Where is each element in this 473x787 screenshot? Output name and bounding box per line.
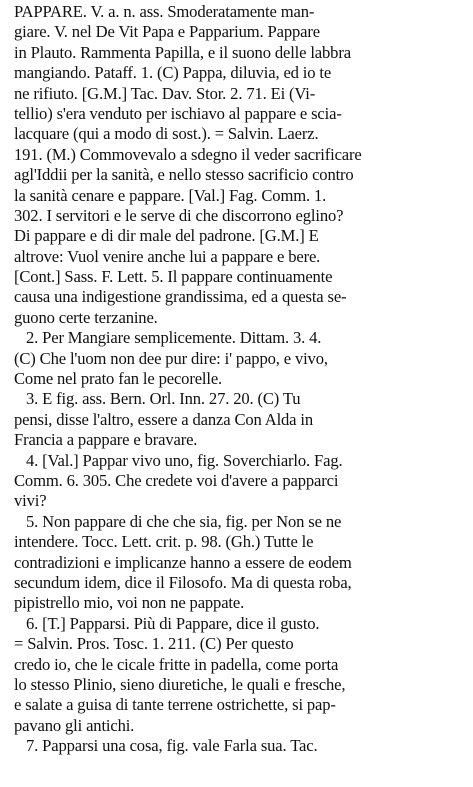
entry-line-1: PAPPARE. V. a. n. ass. Smoderatamente man- [14, 2, 315, 21]
sense-5-line-4: secundum idem, dice il Filosofo. Ma di questa roba, [14, 572, 352, 592]
sense-5-line-3: contradizioni e implicanze hanno a essere de eodem [14, 552, 352, 572]
sense-6-line-1: 6. [T.] Papparsi. Più di Pappare, dice il gusto. [26, 613, 320, 633]
entry-line-15: causa una indigestione grandissima, ed a questa se- [14, 287, 347, 307]
sense-3-line-1: 3. E fig. ass. Bern. Orl. Inn. 27. 20. (C) Tu [26, 389, 301, 409]
sense-6-line-4: lo stesso Plinio, sieno diuretiche, le quali e fresche, [14, 674, 346, 694]
entry-line-6: tellio) s'era venduto per ischiavo al pappare e scia- [14, 103, 342, 123]
sense-6-line-2: = Salvin. Pros. Tosc. 1. 211. (C) Per questo [14, 634, 294, 654]
sense-4-line-2: Comm. 6. 305. Che credete voi d'avere a papparci [14, 470, 339, 490]
entry-line-9: agl'Iddii per la sanità, e nello stesso sacrificio contro [14, 165, 354, 185]
entry-line-8: 191. (M.) Commovevalo a sdegno il veder sacrificare [14, 144, 362, 164]
entry-line-14: [Cont.] Sass. F. Lett. 5. Il pappare continuamente [14, 267, 333, 287]
sense-3-line-2: pensi, disse l'altro, essere a danza Con Alda in [14, 409, 314, 429]
sense-6-line-6: pavano gli antichi. [14, 715, 135, 735]
entry-line-16: guono certe terzanine. [14, 307, 158, 327]
sense-2-line-1: 2. Per Mangiare semplicemente. Dittam. 3. 4. [26, 328, 322, 348]
sense-4-line-1: 4. [Val.] Pappar vivo uno, fig. Soverchiarlo. Fag. [26, 450, 343, 470]
sense-5-line-5: pipistrello mio, voi non ne pappate. [14, 593, 245, 613]
sense-6-line-5: e salate a guisa di tante terrene ostrichette, si pap- [14, 695, 336, 715]
entry-line-7: lacquare (qui a modo di sost.). = Salvin. Laerz. [14, 124, 319, 144]
entry-line-5: ne rifiuto. [G.M.] Tac. Dav. Stor. 2. 71. Ei (Vi- [14, 83, 316, 103]
entry-line-2: giare. V. nel De Vit Papa e Papparium. Pappare [14, 22, 320, 42]
sense-6-line-3: credo io, che le cicale fritte in padella, come porta [14, 654, 339, 674]
sense-2-line-3: Come nel prato fan le pecorelle. [14, 369, 223, 389]
sense-3-line-3: Francia a pappare e bravare. [14, 430, 198, 450]
entry-line-12: Di pappare e di dir male del padrone. [G.M.] E [14, 226, 319, 246]
entry-line-3: in Plauto. Rammenta Papilla, e il suono delle labbra [14, 42, 351, 62]
sense-4-line-3: vivi? [14, 491, 47, 511]
sense-5-line-1: 5. Non pappare di che che sia, fig. per Non se ne [26, 511, 342, 531]
entry-line-10: la sanità cenare e pappare. [Val.] Fag. Comm. 1. [14, 185, 327, 205]
entry-line-13: altrove: Vuol venire anche lui a pappare e bere. [14, 246, 321, 266]
sense-5-line-2: intendere. Tocc. Lett. crit. p. 98. (Gh.) Tutte le [14, 532, 314, 552]
entry-line-4: mangiando. Pataff. 1. (C) Pappa, diluvia, ed io te [14, 63, 332, 83]
sense-7-line-1: 7. Papparsi una cosa, fig. vale Farla sua. Tac. [26, 736, 318, 756]
entry-line-11: 302. I servitori e le serve di che discorrono eglino? [14, 205, 344, 225]
sense-2-line-2: (C) Che l'uom non dee pur dire: i' pappo, e vivo, [14, 348, 328, 368]
